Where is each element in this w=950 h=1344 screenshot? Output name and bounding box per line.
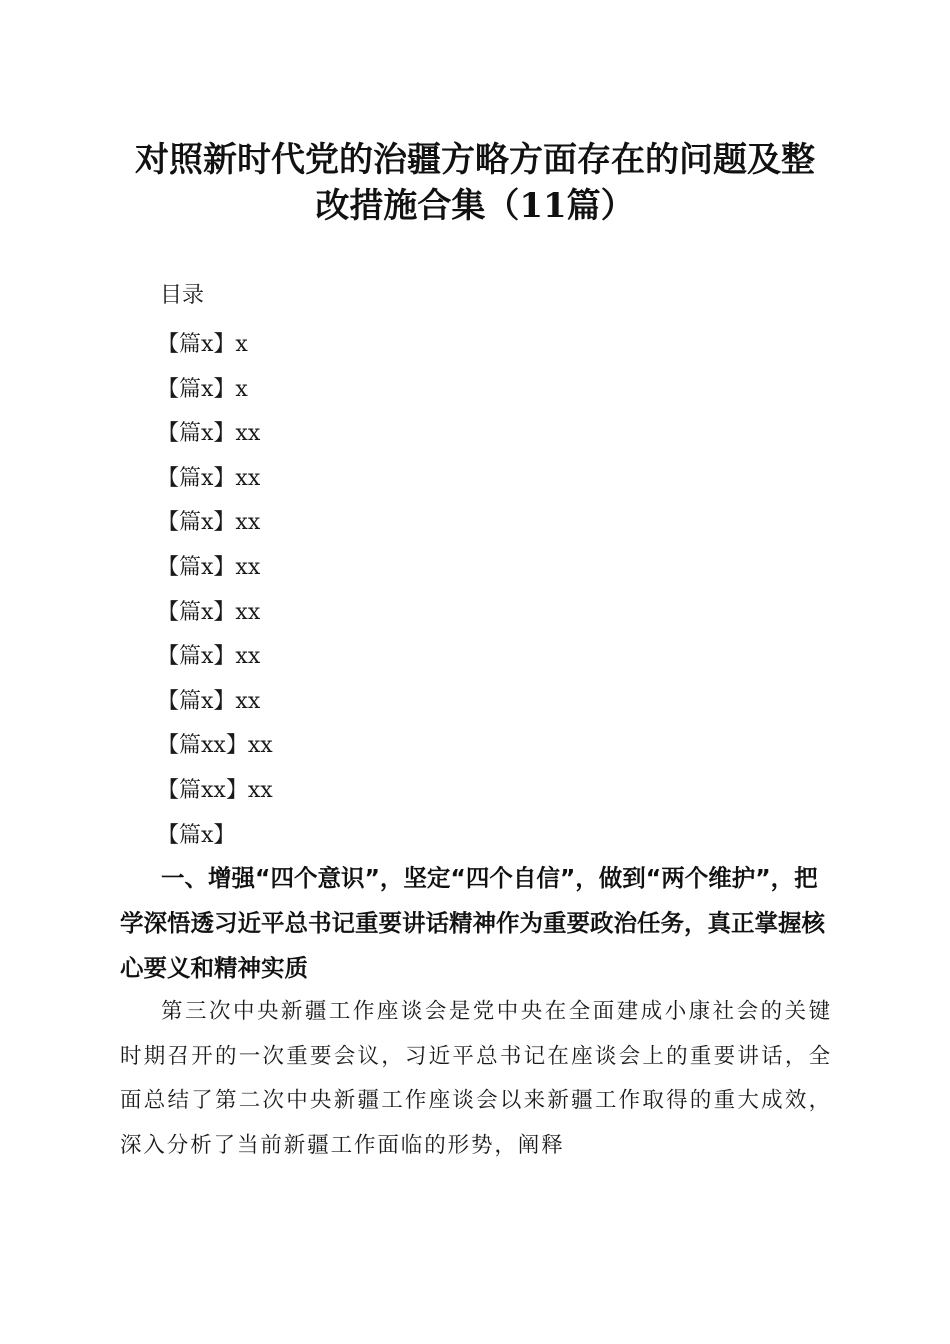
toc-heading: 目录	[160, 283, 205, 308]
toc-item: 【篇x】xx	[157, 465, 261, 491]
document-title-line-1: 对照新时代党的治疆方略方面存在的问题及整	[135, 140, 815, 180]
toc-item: 【篇x】xx	[157, 644, 261, 670]
toc-item: 【篇x】	[157, 822, 236, 848]
section-heading: 一、增强“四个意识”，坚定“四个自信”，做到“两个维护”，把学深悟透习近平总书记重要讲话精神作为重要政治任务，真正掌握核心要义和精神实质	[120, 864, 825, 982]
body-paragraph: 第三次中央新疆工作座谈会是党中央在全面建成小康社会的关键时期召开的一次重要会议，习近平总书记在座谈会上的重要讲话，全面总结了第二次中央新疆工作座谈会以来新疆工作取得的重大成效，深入分析了当前新疆工作面临的形势，阐释	[120, 999, 832, 1158]
toc-item: 【篇x】xx	[157, 688, 261, 714]
toc-item: 【篇x】x	[157, 332, 248, 357]
toc-item: 【篇x】x	[157, 376, 248, 402]
toc-item: 【篇x】xx	[157, 554, 261, 580]
toc-item: 【篇xx】xx	[157, 733, 273, 759]
table-of-contents	[157, 323, 273, 858]
document-title-line-2: 改措施合集（11篇）	[315, 186, 635, 226]
toc-item: 【篇x】xx	[157, 599, 261, 625]
toc-item: 【篇xx】xx	[157, 777, 273, 803]
toc-item: 【篇x】xx	[157, 510, 261, 536]
toc-item: 【篇x】xx	[157, 421, 261, 447]
